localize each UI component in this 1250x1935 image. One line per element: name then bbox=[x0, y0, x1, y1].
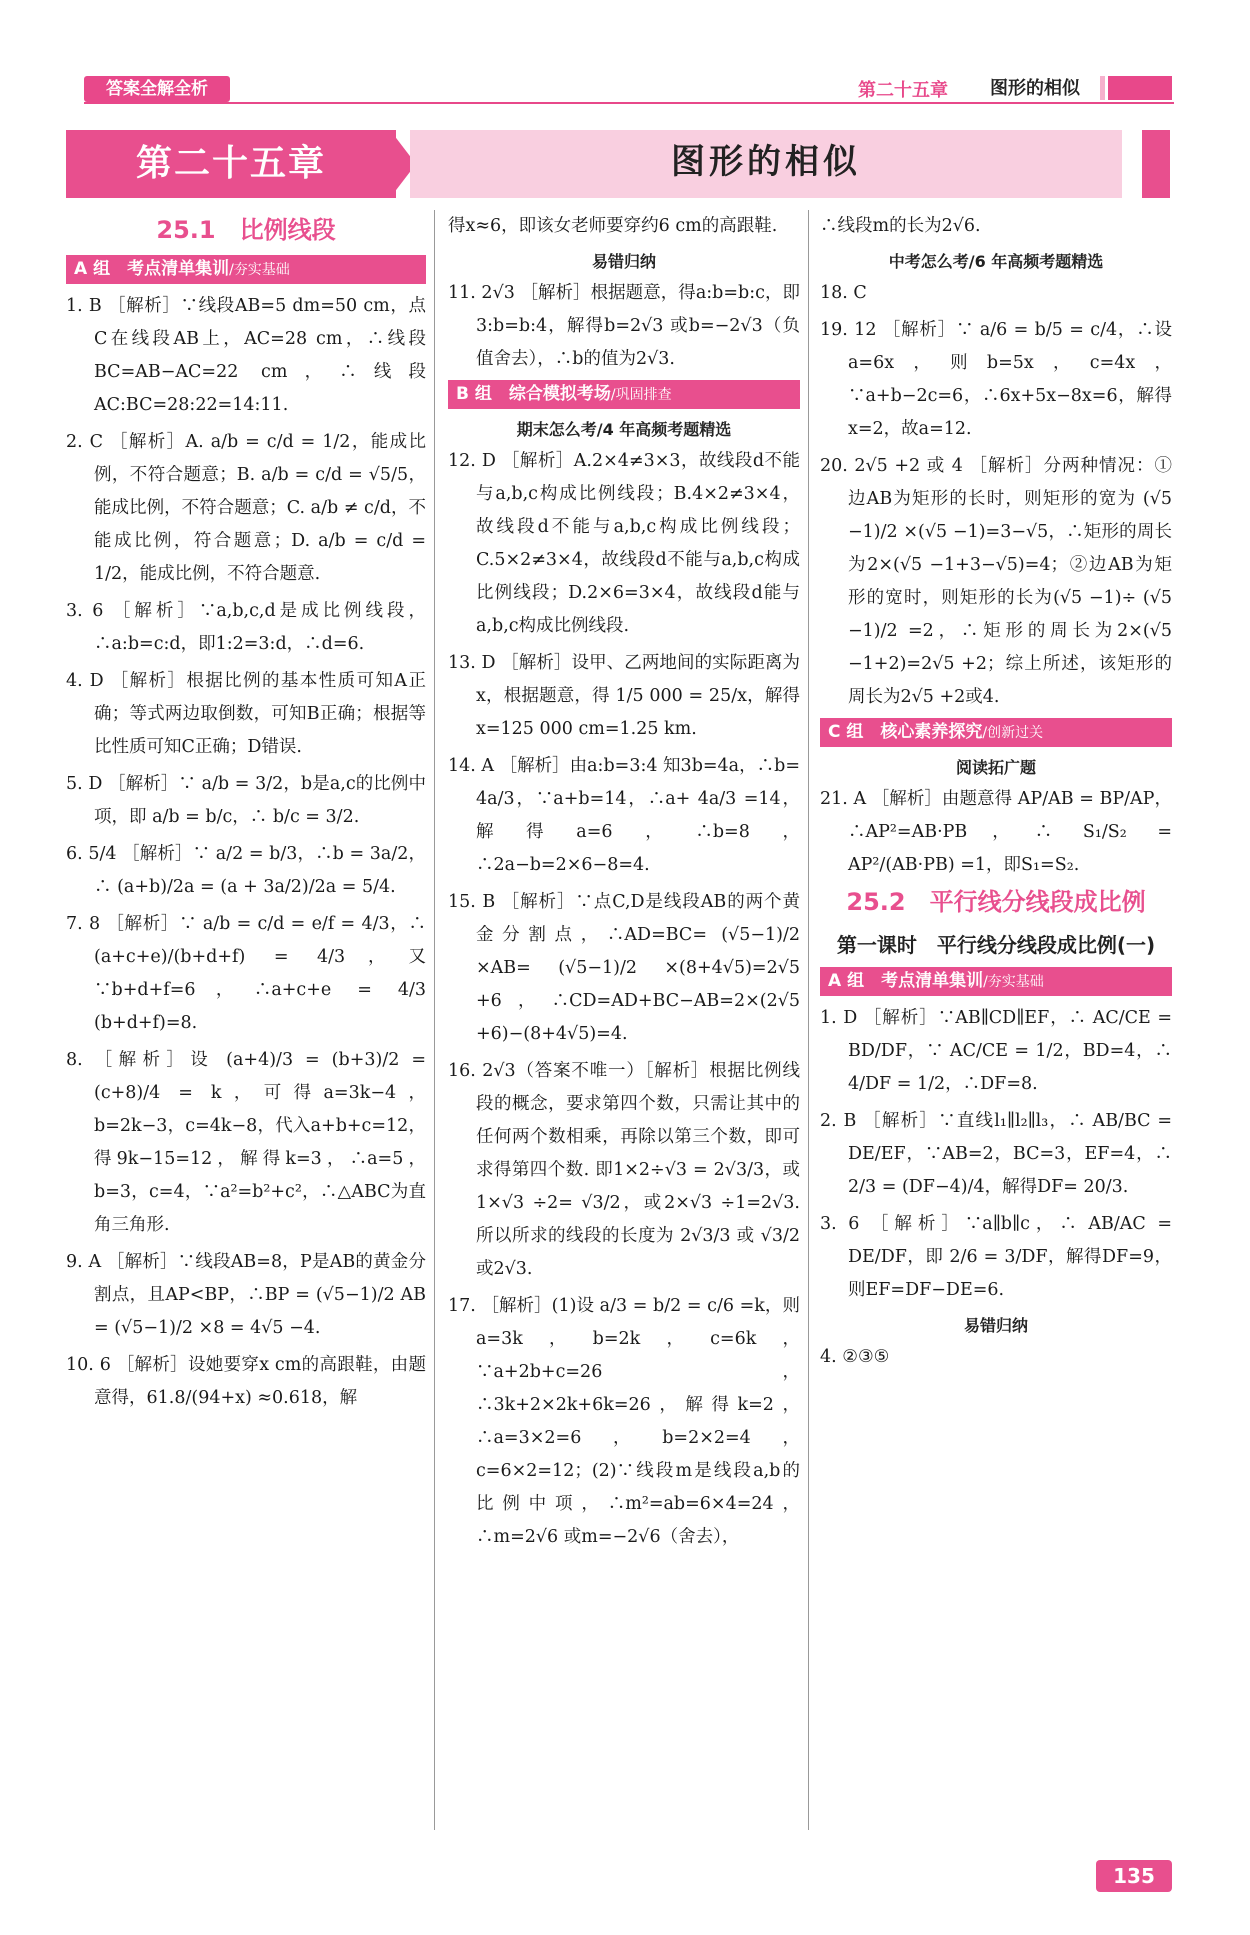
answer-item: 19. 12 ［解析］∵ a/6 = b/5 = c/4，∴设a=6x，则b=5x，c=4x，∵a+b−2c=6，∴6x+5x−8x=6，解得x=2，故a=12. bbox=[820, 320, 1172, 439]
answer-item: 3. 6 ［解析］∵a∥b∥c，∴ AB/AC = DE/DF，即 2/6 = 3/DF，解得DF=9，则EF=DF−DE=6. bbox=[820, 1214, 1172, 1300]
subheading: 阅读拓广题 bbox=[955, 758, 1036, 777]
answer-item: 8. ［解析］设 (a+4)/3 = (b+3)/2 = (c+8)/4 = k，可得a=3k−4，b=2k−3，c=4k−8，代入a+b+c=12，得9k−15=12，解得k=3，∴a=5，b=3，c=4，∵a²=b²+c²，∴△ABC为直角三角形. bbox=[66, 1050, 426, 1235]
subheading: 中考怎么考/6 年高频考题精选 bbox=[888, 252, 1104, 271]
group-b-header: B 组 综合模拟考场/巩固排查 bbox=[448, 380, 800, 409]
answer-item: 5. D ［解析］∵ a/b = 3/2，b是a,c的比例中项，即 a/b = b/c，∴ b/c = 3/2. bbox=[66, 774, 426, 827]
chapter-label: 第二十五章 bbox=[135, 143, 326, 184]
header-tag: 答案全解全析 bbox=[84, 76, 230, 102]
answer-item: 4. D ［解析］根据比例的基本性质可知A正确；等式两边取倒数，可知B正确；根据等比性质可知C正确；D错误. bbox=[66, 671, 426, 757]
column-divider bbox=[808, 210, 809, 1830]
answer-item: 14. A ［解析］由a:b=3:4 知3b=4a，∴b= 4a/3，∵a+b=14，∴a+ 4a/3 =14，解得a=6，∴b=8，∴2a−b=2×6−8=4. bbox=[448, 756, 800, 875]
header-chapter: 第二十五章 bbox=[858, 80, 948, 101]
answer-item: 10. 6 ［解析］设她要穿x cm的高跟鞋，由题意得，61.8/(94+x) ≈0.618，解 bbox=[66, 1355, 426, 1408]
group-c-header: C 组 核心素养探究/创新过关 bbox=[820, 718, 1172, 747]
answer-item: ∴线段m的长为2√6. bbox=[820, 216, 981, 236]
title-banner bbox=[410, 130, 1122, 198]
answer-item: 15. B ［解析］∵点C,D是线段AB的两个黄金分割点，∴AD=BC= (√5−1)/2 ×AB= (√5−1)/2 ×(8+4√5)=2√5 +6，∴CD=AD+BC−AB=2×(2√5 +6)−(8+4√5)=4. bbox=[448, 892, 800, 1044]
answer-item: 11. 2√3 ［解析］根据题意，得a:b=b:c，即3:b=b:4，解得b=2√3 或b=−2√3（负值舍去），∴b的值为2√3. bbox=[448, 283, 800, 369]
answer-item: 3. 6 ［解析］∵a,b,c,d是成比例线段，∴a:b=c:d，即1:2=3:d，∴d=6. bbox=[66, 601, 426, 654]
answer-item: 18. C bbox=[820, 283, 867, 303]
subheading: 期末怎么考/4 年高频考题精选 bbox=[516, 420, 732, 439]
column-3 bbox=[820, 210, 1172, 1378]
group-a-header: A 组 考点清单集训/夯实基础 bbox=[820, 967, 1172, 996]
page-number: 135 bbox=[1096, 1860, 1172, 1892]
answer-item: 12. D ［解析］A.2×4≠3×3，故线段d不能与a,b,c构成比例线段；B.4×2≠3×4，故线段d不能与a,b,c构成比例线段；C.5×2≠3×4，故线段d不能与a,b,c构成比例线段；D.2×6=3×4，故线段d能与a,b,c构成比例线段. bbox=[448, 451, 800, 636]
answer-item: 7. 8 ［解析］∵ a/b = c/d = e/f = 4/3，∴ (a+c+e)/(b+d+f) = 4/3，又∵b+d+f=6，∴a+c+e = 4/3 (b+d+f)=8. bbox=[66, 914, 426, 1033]
section-title: 25.1 比例线段 bbox=[156, 216, 336, 244]
header-decor-box bbox=[1108, 76, 1172, 100]
answer-item: 9. A ［解析］∵线段AB=8，P是AB的黄金分割点，且AP<BP，∴BP = (√5−1)/2 AB = (√5−1)/2 ×8 = 4√5 −4. bbox=[66, 1252, 426, 1338]
column-1 bbox=[66, 210, 426, 1419]
header-rule bbox=[84, 102, 1174, 104]
answer-item: 21. A ［解析］由题意得 AP/AB = BP/AP，∴AP²=AB·PB，∴ S₁/S₂ = AP²/(AB·PB) =1，即S₁=S₂. bbox=[820, 789, 1172, 875]
answer-item: 1. D ［解析］∵AB∥CD∥EF，∴ AC/CE = BD/DF，∵ AC/CE = 1/2，BD=4，∴ 4/DF = 1/2，∴DF=8. bbox=[820, 1008, 1172, 1094]
answer-item: 6. 5/4 ［解析］∵ a/2 = b/3，∴b = 3a/2，∴ (a+b)/2a = (a + 3a/2)/2a = 5/4. bbox=[66, 844, 426, 897]
group-a-header: A 组 考点清单集训/夯实基础 bbox=[66, 255, 426, 284]
subheading: 易错归纳 bbox=[591, 252, 656, 271]
column-2 bbox=[448, 210, 800, 1558]
answer-item: 16. 2√3（答案不唯一）［解析］根据比例线段的概念，要求第四个数，只需让其中的任何两个数相乘，再除以第三个数，即可求得第四个数. 即1×2÷√3 = 2√3/3，或1×√3 ÷2= √3/2，或2×√3 ÷1=2√3. 所以所求的线段的长度为 2√3/3 或 √3/2 或2√3. bbox=[448, 1061, 800, 1279]
header-decor-bar bbox=[1100, 76, 1105, 100]
answer-item: 1. B ［解析］∵线段AB=5 dm=50 cm，点C在线段AB上，AC=28 cm，∴线段BC=AB−AC=22 cm，∴线段AC:BC=28:22=14:11. bbox=[66, 296, 426, 415]
answer-item: 4. ②③⑤ bbox=[820, 1347, 890, 1367]
header-title: 图形的相似 bbox=[990, 78, 1080, 99]
answer-item: 20. 2√5 +2 或 4 ［解析］分两种情况：①边AB为矩形的长时，则矩形的宽为 (√5 −1)/2 ×(√5 −1)=3−√5，∴矩形的周长为2×(√5 −1+3−√5)=4；②边AB为矩形的宽时，则矩形的长为(√5 −1)÷ (√5 −1)/2 =2，∴矩形的周长为2×(√5 −1+2)=2√5 +2；综上所述，该矩形的周长为2√5 +2或4. bbox=[820, 456, 1172, 707]
column-divider bbox=[434, 210, 435, 1830]
answer-item: 13. D ［解析］设甲、乙两地间的实际距离为x，根据题意，得 1/5 000 = 25/x，解得x=125 000 cm=1.25 km. bbox=[448, 653, 800, 739]
chapter-banner bbox=[66, 130, 396, 198]
lesson-title: 第一课时 平行线分线段成比例(一) bbox=[836, 933, 1156, 957]
subheading: 易错归纳 bbox=[963, 1316, 1028, 1335]
answer-item: 17. ［解析］(1)设 a/3 = b/2 = c/6 =k，则a=3k，b=2k，c=6k，∵a+2b+c=26，∴3k+2×2k+6k=26，解得k=2，∴a=3×2=6，b=2×2=4，c=6×2=12；(2)∵线段m是线段a,b的比例中项，∴m²=ab=6×4=24，∴m=2√6 或m=−2√6（舍去）， bbox=[448, 1296, 800, 1547]
answer-item: 2. B ［解析］∵直线l₁∥l₂∥l₃，∴ AB/BC = DE/EF，∵AB=2，BC=3，EF=4，∴ 2/3 = (DF−4)/4，解得DF= 20/3. bbox=[820, 1111, 1172, 1197]
answer-item: 2. C ［解析］A. a/b = c/d = 1/2，能成比例，不符合题意；B. a/b = c/d = √5/5，能成比例，不符合题意；C. a/b ≠ c/d，不能成比例，符合题意；D. a/b = c/d = 1/2，能成比例，不符合题意. bbox=[66, 432, 426, 584]
section-title: 25.2 平行线分线段成比例 bbox=[846, 888, 1146, 916]
banner-end-block bbox=[1142, 130, 1170, 198]
answer-item: 得x≈6，即该女老师要穿约6 cm的高跟鞋. bbox=[448, 216, 778, 236]
chapter-title: 图形的相似 bbox=[671, 142, 861, 182]
